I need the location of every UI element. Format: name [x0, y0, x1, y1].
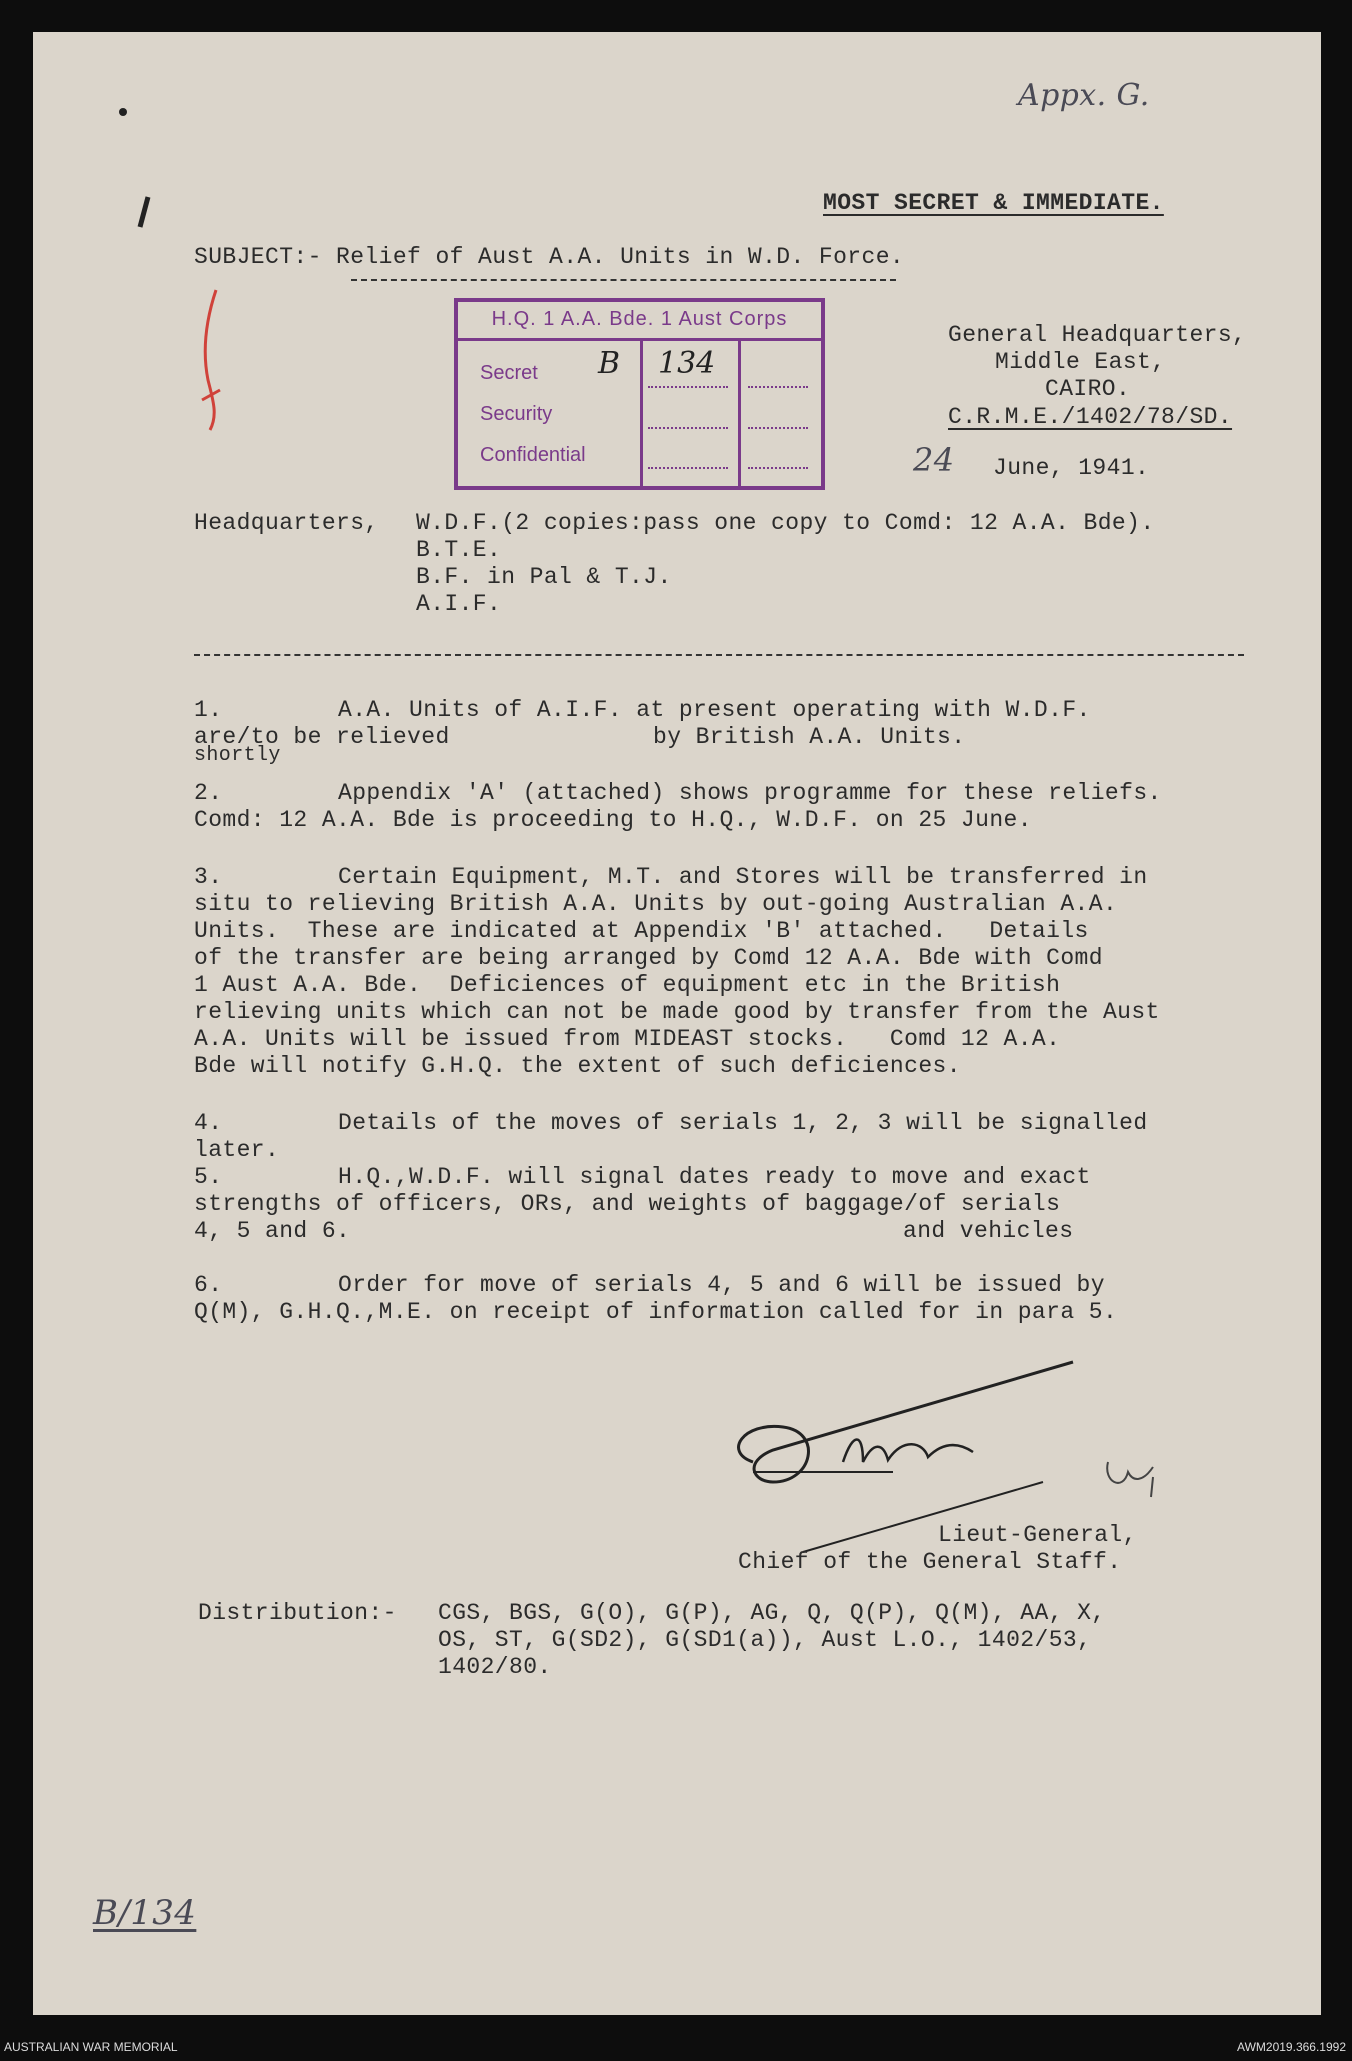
- para-3-line-6: relieving units which can not be made good by transfer from the Aust: [194, 999, 1160, 1025]
- para-6-number: 6.: [194, 1272, 223, 1298]
- stamp-dots: [648, 427, 728, 429]
- stamp-ref-letter: B: [598, 346, 621, 381]
- addressee-lead: Headquarters,: [194, 510, 379, 536]
- stamp-dots: [748, 386, 808, 388]
- file-reference: C.R.M.E./1402/78/SD.: [948, 404, 1233, 430]
- para-3-line-7: A.A. Units will be issued from MIDEAST stocks. Comd 12 A.A.: [194, 1026, 1061, 1052]
- para-1-number: 1.: [194, 697, 223, 723]
- stamp-dots: [648, 386, 728, 388]
- distribution-line-2: OS, ST, G(SD2), G(SD1(a)), Aust L.O., 1402/53,: [438, 1627, 1092, 1653]
- para-5-line-3: 4, 5 and 6.: [194, 1218, 351, 1244]
- distribution-line-3: 1402/80.: [438, 1654, 552, 1680]
- para-5-number: 5.: [194, 1164, 223, 1190]
- signatory-appointment: Chief of the General Staff.: [738, 1549, 1122, 1575]
- para-3-line-4: of the transfer are being arranged by Comd 12 A.A. Bde with Comd: [194, 945, 1103, 971]
- distribution-label: Distribution:-: [198, 1600, 397, 1626]
- sender-line-1: General Headquarters,: [948, 322, 1247, 348]
- signatory-rank: Lieut-General,: [938, 1522, 1137, 1548]
- para-3-line-8: Bde will notify G.H.Q. the extent of such deficiences.: [194, 1053, 961, 1079]
- stamp-divider-1: [640, 338, 643, 486]
- ink-marks: [108, 102, 168, 242]
- archive-accession-number: AWM2019.366.1992: [1237, 2040, 1346, 2054]
- para-2-number: 2.: [194, 780, 223, 806]
- stamp-label-secret: Secret: [480, 362, 538, 384]
- stamp-dots: [748, 427, 808, 429]
- para-6-line-1: Order for move of serials 4, 5 and 6 will be issued by: [338, 1272, 1105, 1298]
- para-3-number: 3.: [194, 864, 223, 890]
- stamp-label-security: Security: [480, 403, 553, 425]
- para-1-line-2b: by British A.A. Units.: [653, 724, 966, 750]
- sender-line-3: CAIRO.: [1045, 376, 1131, 402]
- date-month-year: June, 1941.: [993, 455, 1150, 481]
- handwritten-reference-top: Appx. G.: [1018, 78, 1150, 113]
- para-5-line-1: H.Q.,W.D.F. will signal dates ready to move and exact: [338, 1164, 1091, 1190]
- para-3-line-5: 1 Aust A.A. Bde. Deficiences of equipment etc in the British: [194, 972, 1061, 998]
- stamp-header: H.Q. 1 A.A. Bde. 1 Aust Corps: [458, 302, 821, 341]
- document-page: [33, 32, 1321, 2015]
- stamp-dots: [648, 467, 728, 469]
- date-day-handwritten: 24: [913, 441, 955, 479]
- para-1-line-2a: are/to be relieved: [194, 724, 450, 750]
- para-6-line-2: Q(M), G.H.Q.,M.E. on receipt of information called for in para 5.: [194, 1299, 1118, 1325]
- stamp-label-confidential: Confidential: [480, 444, 586, 466]
- section-divider: [194, 654, 1244, 656]
- addressee-bte: B.T.E.: [416, 537, 502, 563]
- para-1-line-1: A.A. Units of A.I.F. at present operating with W.D.F.: [338, 697, 1091, 723]
- para-2-line-2: Comd: 12 A.A. Bde is proceeding to H.Q., W.D.F. on 25 June.: [194, 807, 1032, 833]
- sender-line-2: Middle East,: [995, 349, 1166, 375]
- para-4-line-1: Details of the moves of serials 1, 2, 3 will be signalled: [338, 1110, 1148, 1136]
- stamp-dots: [748, 467, 808, 469]
- para-1-insert: shortly: [194, 744, 281, 767]
- registry-stamp: [454, 298, 825, 490]
- handwritten-reference-bottom: B/134: [93, 1893, 197, 1933]
- para-4-number: 4.: [194, 1110, 223, 1136]
- addressee-bf-pal: B.F. in Pal & T.J.: [416, 564, 672, 590]
- archive-credit: AUSTRALIAN WAR MEMORIAL: [4, 2040, 178, 2054]
- classification-heading: MOST SECRET & IMMEDIATE.: [823, 190, 1164, 216]
- para-3-line-2: situ to relieving British A.A. Units by out-going Australian A.A.: [194, 891, 1118, 917]
- para-3-line-3: Units. These are indicated at Appendix 'B' attached. Details: [194, 918, 1089, 944]
- para-5-line-2: strengths of officers, ORs, and weights of baggage/of serials: [194, 1191, 1061, 1217]
- addressee-aif: A.I.F.: [416, 591, 502, 617]
- distribution-line-1: CGS, BGS, G(O), G(P), AG, Q, Q(P), Q(M), AA, X,: [438, 1600, 1106, 1626]
- red-pencil-mark: [188, 280, 238, 440]
- addressee-wdf: W.D.F.(2 copies:pass one copy to Comd: 12 A.A. Bde).: [416, 510, 1155, 536]
- subject-line: SUBJECT:- Relief of Aust A.A. Units in W.D. Force.: [194, 244, 905, 270]
- stamp-ref-number: 134: [658, 346, 716, 381]
- para-3-line-1: Certain Equipment, M.T. and Stores will be transferred in: [338, 864, 1148, 890]
- stamp-divider-2: [738, 338, 741, 486]
- para-4-line-2: later.: [194, 1137, 280, 1163]
- para-5-insert: and vehicles: [903, 1218, 1074, 1244]
- subject-underline: [351, 279, 896, 281]
- para-2-line-1: Appendix 'A' (attached) shows programme for these reliefs.: [338, 780, 1162, 806]
